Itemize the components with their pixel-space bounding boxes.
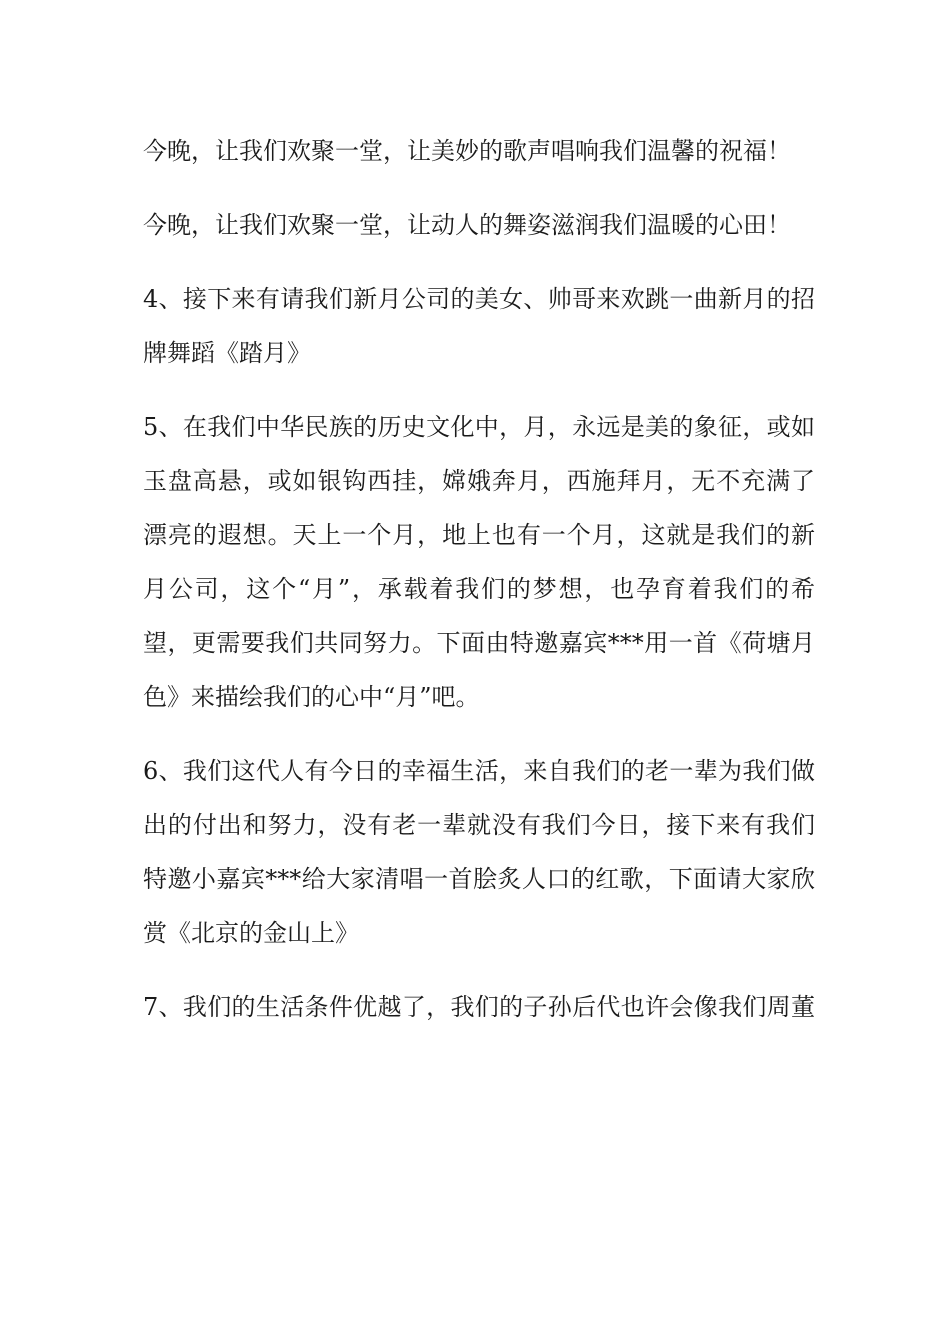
paragraph-3 <box>143 272 815 380</box>
text-line: 望，更需要我们共同努力。下面由特邀嘉宾***用一首《荷塘月 <box>143 629 815 657</box>
text-line: 今晚，让我们欢聚一堂，让动人的舞姿滋润我们温暖的心田！ <box>143 211 791 239</box>
paragraph-4 <box>143 400 815 724</box>
paragraph-2 <box>143 198 815 252</box>
paragraph-5 <box>143 744 815 960</box>
text-line: 牌舞蹈《踏月》 <box>143 339 311 367</box>
paragraph-6 <box>143 980 815 1034</box>
text-line: 6、我们这代人有今日的幸福生活，来自我们的老一辈为我们做 <box>143 757 815 785</box>
text-line: 今晚，让我们欢聚一堂，让美妙的歌声唱响我们温馨的祝福！ <box>143 137 791 165</box>
text-line: 赏《北京的金山上》 <box>143 919 359 947</box>
document-body <box>143 124 815 1054</box>
text-line: 漂亮的遐想。天上一个月，地上也有一个月，这就是我们的新 <box>143 521 815 549</box>
text-line: 色》来描绘我们的心中“月”吧。 <box>143 683 480 711</box>
paragraph-1 <box>143 124 815 178</box>
text-line: 月公司，这个“月”，承载着我们的梦想，也孕育着我们的希 <box>143 575 815 603</box>
text-line: 7、我们的生活条件优越了，我们的子孙后代也许会像我们周董 <box>143 993 815 1021</box>
text-line: 4、接下来有请我们新月公司的美女、帅哥来欢跳一曲新月的招 <box>143 285 815 313</box>
text-line: 5、在我们中华民族的历史文化中，月，永远是美的象征，或如 <box>143 413 815 441</box>
text-line: 出的付出和努力，没有老一辈就没有我们今日，接下来有我们 <box>143 811 815 839</box>
text-line: 玉盘高悬，或如银钩西挂，嫦娥奔月，西施拜月，无不充满了 <box>143 467 815 495</box>
text-line: 特邀小嘉宾***给大家清唱一首脍炙人口的红歌，下面请大家欣 <box>143 865 815 893</box>
